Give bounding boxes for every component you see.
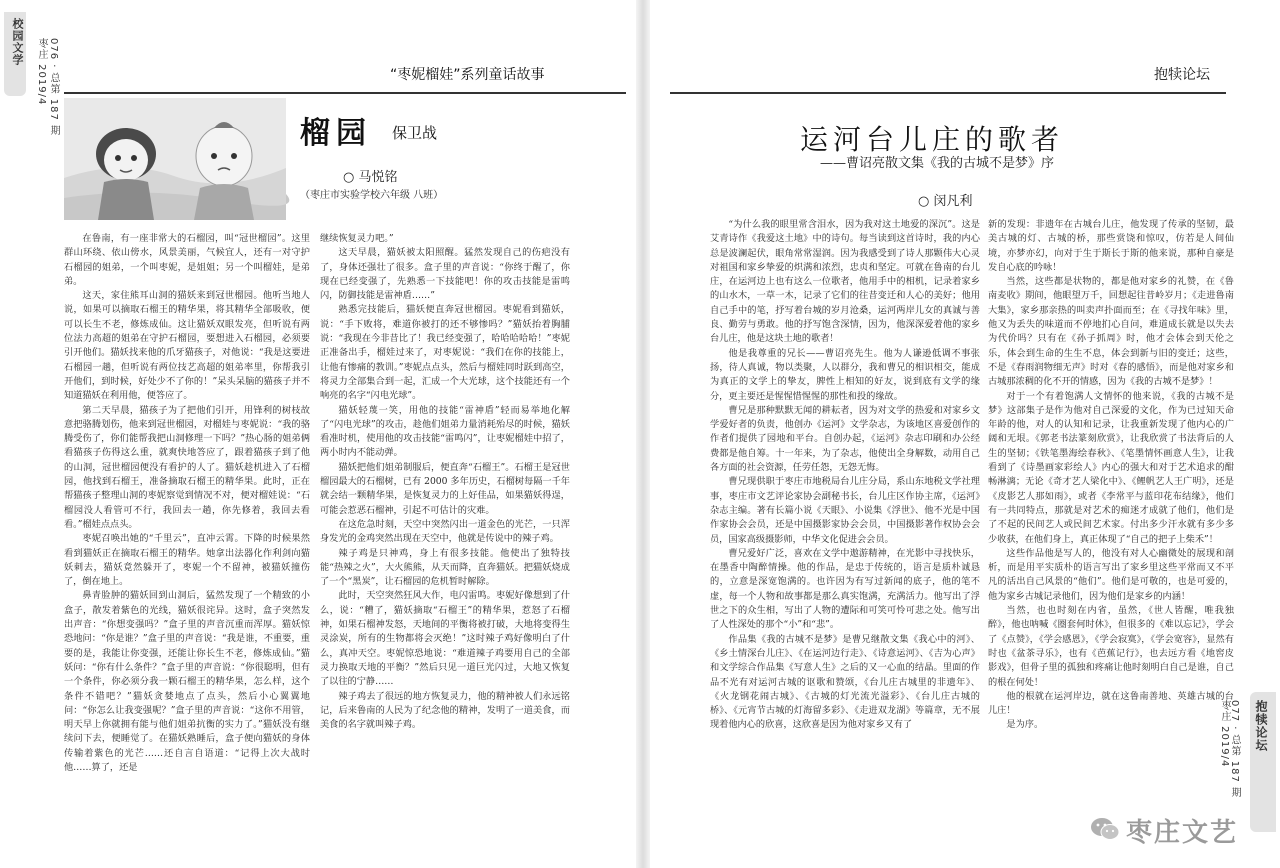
cartoon-illustration	[64, 98, 286, 220]
paragraph: 这天早晨，猫妖被太阳照醒。猛然发现自己的伤疤没有了，身体还强壮了很多。盒子里的声音说：“你终于醒了，你现在已经变强了，先熟悉一下技能吧！你的攻击技能是雷鸣闪，防御技能是雷神盾……”	[320, 247, 570, 302]
left-page	[0, 0, 636, 868]
article-subtitle: ——曹诏亮散文集《我的古城不是梦》序	[820, 156, 1055, 171]
text-column-2	[320, 232, 570, 792]
author: ○ 马悦铭	[343, 170, 398, 185]
paragraph: 这天，家住熊耳山洞的猫妖来到冠世榴园。他听当地人说，如果可以摘取石榴王的精华果，将其精华全部吸收，便可以长生不老，修炼成仙。这让猫妖双眼发亮，但听说有两位法力高超的姐弟在守护石榴园，要想进入石榴园，必须要引开他们。猫妖找来他的爪牙猫孩子，对他说：“我是这要进石榴园一趟，但听说有两位技艺高超的姐弟率里，你帮我引开他们，到时候，好处少不了你的！”呆头呆脑的猫孩子并不知道猫妖在利用他，便答应了。	[64, 290, 310, 402]
paragraph: 曹兄是那种默默无闻的耕耘者，因为对文学的热爱和对家乡文学爱好者的负责，他创办《运河》文学杂志，为该地区喜爱创作的作者们提供了园地和平台。自创办起，《运河》杂志印刷和办公经费都是他自筹。十一年来，为了杂志，他使出全身解数，动用自己各方面的社会资源，任劳任怨，无怨无悔。	[710, 404, 980, 474]
author: ○ 闵凡利	[918, 194, 973, 209]
watermark-text: 枣庄文艺	[1126, 818, 1239, 848]
issue-info: 枣庄 2019/4	[36, 38, 47, 106]
issue-total: 077 · 总第 187 期	[1229, 700, 1240, 799]
header-rule	[64, 92, 626, 94]
article-title: 榴园	[300, 116, 372, 151]
paragraph: 这些作品他是写人的，他没有对人心幽微处的展现和剖析，而是用平实质朴的语言写出了家乡里这些平常而又不平凡的活出自己风景的“他们”。他们是可敬的，也是可爱的，他为家乡古城记录他们，因为他们是家乡的内涵！	[988, 547, 1234, 602]
paragraph: 鼻青脸肿的猫妖回到山洞后，猛然发现了一个精致的小盒子，散发着紫色的光线，猫妖很诧异。这时，盒子突然发出声音：“你想变强吗？”盒子里的声音沉重而浑厚。猫妖惊恐地问：“你是谁？”盒子里的声音说：“我是谁，不重要，重要的是，我能让你变强，还能让你长生不老，修炼成仙。”猫妖问：“你有什么条件？”盒子里的声音说：“你很聪明，但有一个条件，你必须分我一颗石榴王的精华果，怎么样，这个条件不错吧？”猫妖贪婪地点了点头，然后小心翼翼地问：“你怎么让我变强呢？”盒子里的声音说：“这你不用管，明天早上你就拥有能与他们姐弟抗衡的实力了。”猫妖没有继续问下去，便睡觉了。在猫妖熟睡后，盒子便向猫妖的身体传输着紫色的光芒……还自言自语道：“记得上次大战时他……算了，还是	[64, 590, 310, 773]
article-subtitle: 保卫战	[392, 124, 438, 142]
article-title: 运河台儿庄的歌者	[800, 123, 1065, 156]
paragraph: 第二天早晨，猫孩子为了把他们引开，用锋利的树枝故意把骆腾划伤，他来到冠世榴园，对榴娃与枣妮说：“我的骆腾受伤了，你们能帮我把山洞修理一下吗？”热心肠的姐弟俩看猫孩子伤得这么重，就爽快地答应了，跟着猫孩子到了他的山洞，冠世榴园便没有看护的人了。猫妖趁机进入了石榴园，他找到石榴王，准备摘取石榴王的精华果。此时，正在帮猫孩子整理山洞的枣妮察觉到情况不对，便对榴娃说：“石榴园没人看管可不行，我回去一趟，你先修着，我回去看看。”榴娃点点头。	[64, 404, 310, 530]
paragraph: 在鲁南，有一座非常大的石榴园，叫“冠世榴园”。这里群山环绕、依山傍水，风景美丽，气候宜人，还有一对守护石榴园的姐弟，一个叫枣妮，是姐姐；另一个叫榴娃，是弟弟。	[64, 233, 310, 287]
book-spine	[636, 0, 650, 868]
paragraph: 他是我尊重的兄长——曹诏亮先生。他为人谦逊低调不事张扬，待人真诚，物以类聚，人以群分，我和曹兄的相识相交，能成为真正的文学上的挚友，脾性上相知的好友，说到底有文学的缘分，更主要还是惺惺惜惺惺的那性和投的缘故。	[710, 347, 980, 402]
right-side-bar	[1200, 0, 1280, 868]
paragraph: 在这危急时刻，天空中突然闪出一道金色的光芒，一只浑身发光的金鸡突然出现在天空中，他就是传说中的辣子鸡。	[320, 518, 570, 545]
paragraph: 熟悉完技能后，猫妖便直奔冠世榴园。枣妮看到猫妖，说：“手下败将，难道你被打的还不够惨吗？”猫妖抬着胸脯说：“我现在今非昔比了！我已经变强了，哈哈哈哈哈！”枣妮正准备出手，榴娃过来了，对枣妮说：“我们在你的技能上，让他有惨痛的教训。”枣妮点点头，然后与榴娃同时跃到高空，将灵力全部集合到一起，汇成一个大光球，这个技能还有一个响亮的名字“闪电光球”。	[320, 304, 570, 402]
left-side-bar	[0, 0, 58, 868]
paragraph: 他的根就在运河岸边，就在这鲁南善地、英雄古城的台儿庄！	[988, 690, 1234, 717]
series-header: “枣妮榴娃”系列童话故事	[390, 67, 545, 83]
paragraph: 继续恢复灵力吧。”	[320, 233, 394, 244]
paragraph: 对于一个有着饱满人文情怀的他来说，《我的古城不是梦》这部集子是作为他对自己深爱的文化，作为已过知天命年龄的他，对人的认知和记录，让我重新发现了他内心的广阔和无垠。《郭老书法篆刻欣赏》，让我欣赏了书法背后的人生的坚韧；《铁笔墨海绘春秋》、《笔墨情怀画意人生》，让我看到了《诗墨画家彩绘人》内心的强大和对于艺术追求的酣畅淋漓；无论《奇才艺人梁化中》、《鲤帆艺人王广明》，还是《皮影艺人那如雨》，或者《李常平与蓝印花布结缘》，他们有一共同特点，那就是对艺术的痴迷才成就了他们，他们是了不起的民间艺人或民间艺术家。付出多少汗水就有多少多少收获，在他们身上，真正体现了“自己的把子上柴禾”！	[988, 390, 1234, 545]
paragraph: 当然，也也时刻在内省，虽然，《世人皆醒，唯我独醉》，他也呐喊《圈套何时休》，但很多的《难以忘记》，学会了《点赞》，《学会感恩》，《学会寂寞》，《学会宽容》，显然有时也《盆茶寻乐》，也有《芭蕉记行》，也去远方看《地窖皮影戏》，但骨子里的孤独和疼痛让他时刻明白自己是谁，自己的根在何处！	[988, 605, 1234, 688]
text-column-1	[64, 232, 310, 828]
issue-total: 076 · 总第 187 期	[48, 38, 59, 137]
wechat-icon	[1090, 816, 1120, 846]
paragraph: 猫妖把他们姐弟制服后，便直奔“石榴王”。石榴王是冠世榴园最大的石榴树，已有 2000 多年历史，石榴树每隔一千年就会结一颗精华果，是恢复灵力的上好佳品，如果猫妖得逞，可能会惹恶石榴神，引起不可估计的灾难。	[320, 461, 570, 516]
text-column-1	[710, 218, 980, 830]
author-affiliation: （枣庄市实验学校六年级 八班）	[300, 190, 444, 201]
paragraph: 辣子鸡去了很远的地方恢复灵力，他的精神被人们永远铭记，后来鲁南的人民为了纪念他的精神，发明了一道美食，而美食的名字就叫辣子鸡。	[320, 690, 570, 731]
paragraph: 猫妖轻蔑一笑，用他的技能“雷神盾”轻而易举地化解了“闪电光球”的攻击，趁他们姐弟力量消耗殆尽的时候，猫妖看准时机，使用他的攻击技能“雷鸣闪”，让枣妮榴娃中招了，两小时内不能动弹。	[320, 404, 570, 459]
paragraph: 作品集《我的古城不是梦》是曹兄继散文集《我心中的河》、《乡土情深台儿庄》、《在运河边行走》、《诗意运河》、《吉为心声》和文学综合作品集《写意人生》之后的又一心血的结晶。里面的作品不光有对运河古城的讴歌和赞颂，《台儿庄古城里的非遗年》、《火龙钢花闹古城》、《古城的灯光流光溢彩》、《台儿庄古城的桥》、《元宵节古城的灯海留多彩》、《走进双龙湖》等篇章，无不展现着他内心的欣喜，这欣喜是因为他对家乡又有了	[710, 633, 980, 731]
paragraph: 枣妮召唤出她的“千里云”，直冲云霄。下降的时候果然看到猫妖正在摘取石榴王的精华。她拿出法器化作利剑向猫妖刺去，猫妖竟然躲开了，枣妮一个不留神，被猫妖撞伤了，倒在地上。	[64, 533, 310, 588]
paragraph: 辣子鸡是只神鸡，身上有很多技能。他使出了独特技能“热辣之火”，大火熊熊，从天而降，直奔猫妖。把猫妖烧成了一个“黑炭”，让石榴园的危机暂时解除。	[320, 547, 570, 588]
paragraph: 是为序。	[1006, 719, 1044, 731]
header-rule	[670, 92, 1226, 94]
column-label: 抱犊论坛	[1254, 700, 1268, 752]
column-label: 校园文学	[11, 18, 24, 66]
paragraph: 此时，天空突然狂风大作，电闪雷鸣。枣妮好像想到了什么，说：“糟了，猫妖摘取“石榴王”的精华果，惹怒了石榴神，如果石榴神发怒，天地间的平衡将被打破，大地将变得生灵涂炭，所有的生物都将会灭绝！”这时辣子鸡好像明白了什么，真冲天空。枣妮惊恐地说：“难道辣子鸡要用自己的全部灵力换取天地的平衡？”然后只见一道巨光闪过，大地又恢复了以往的宁静……	[320, 590, 570, 688]
paragraph: “为什么我的眼里常含泪水，因为我对这土地爱的深沉”。这是艾青诗作《我爱这土地》中的诗句。每当读到这首诗时，我的内心总是波澜起伏，眼角常常湿润。因为我感受到了诗人那颗伟大心灵对祖国和家乡挚爱的炽满和浓烈，忠贞和坚定。可就在鲁南的台儿庄，在运河边上也有这么一位歌者，他用手中的相机，记录着家乡的山水木，一草一木，记录了它们的往昔变迁和人心的美好；他用自己手中的笔，抒写着台城的岁月沧桑，运河两岸儿女的真诚与善良、勤劳与勇敢。他的抒写饱含深情，因为，他深深爱着他的家乡台儿庄，他是这块土地的歌者！	[710, 219, 980, 345]
issue-info: 枣庄 2019/4	[1219, 700, 1230, 768]
text-column-2	[988, 218, 1234, 731]
paragraph: 曹兄爱好广泛，喜欢在文学中遨游精神，在光影中寻找快乐，在墨香中陶醉情操。他的作品，是忠于传统的，语言是质朴诚恳的，立意是深宽饱满的。也许因为有写过新闻的底子，他的笔不虚，每一个人物和故事都是那么真实饱满，充满活力。他写出了浮世之下的众生相，写出了人物的遭际和可笑可怜可悲之处。他写出了人性深处的那个“小”和“悲”。	[710, 547, 980, 631]
paragraph: 曹兄现供职于枣庄市地税局台儿庄分局，系山东地税文学社理事，枣庄市文艺评论家协会副秘书长，台儿庄区作协主席，《运河》杂志主编。著有长篇小说《天眼》、小说集《浮世》、他不光是中国作家协会会员，还是中国摄影家协会会员，中国摄影著作权协会会员，国家高级摄影师，中华文化促进会会员。	[710, 476, 980, 545]
right-page	[650, 0, 1280, 868]
paragraph: 当然，这些都是状物的，都是他对家乡的礼赞，在《鲁南麦收》期间，他眼望万千，回想起往昔岭岁月；《走进鲁南大集》，家乡那亲热的叫卖声扑面而至；在《寻找年味》里，他又为丢失的味道而不停地扪心自问，难道成长就是以失去为代价吗？只有在《孙子抓周》时，他才会体会到天伦之乐，体会到生命的生生不息，体会到新与旧的变迁；这些，不是《春雨润物细无声》时对《春的感悟》，而是他对家乡和古城那浓稠的化不开的情感，因为《我的古城不是梦》！	[988, 276, 1234, 388]
paragraph: 新的发现：非遗年在古城台儿庄，他发现了传承的坚韧，最美古城的灯、古城的桥，那些赏饶和惊叹，仿若是人间仙境，亦梦亦幻，向对于生于斯长于斯的他来说，那种自豪是发自心底的吟咏！	[988, 219, 1234, 273]
column-header: 抱犊论坛	[1154, 67, 1210, 83]
watermark	[1090, 812, 1238, 849]
